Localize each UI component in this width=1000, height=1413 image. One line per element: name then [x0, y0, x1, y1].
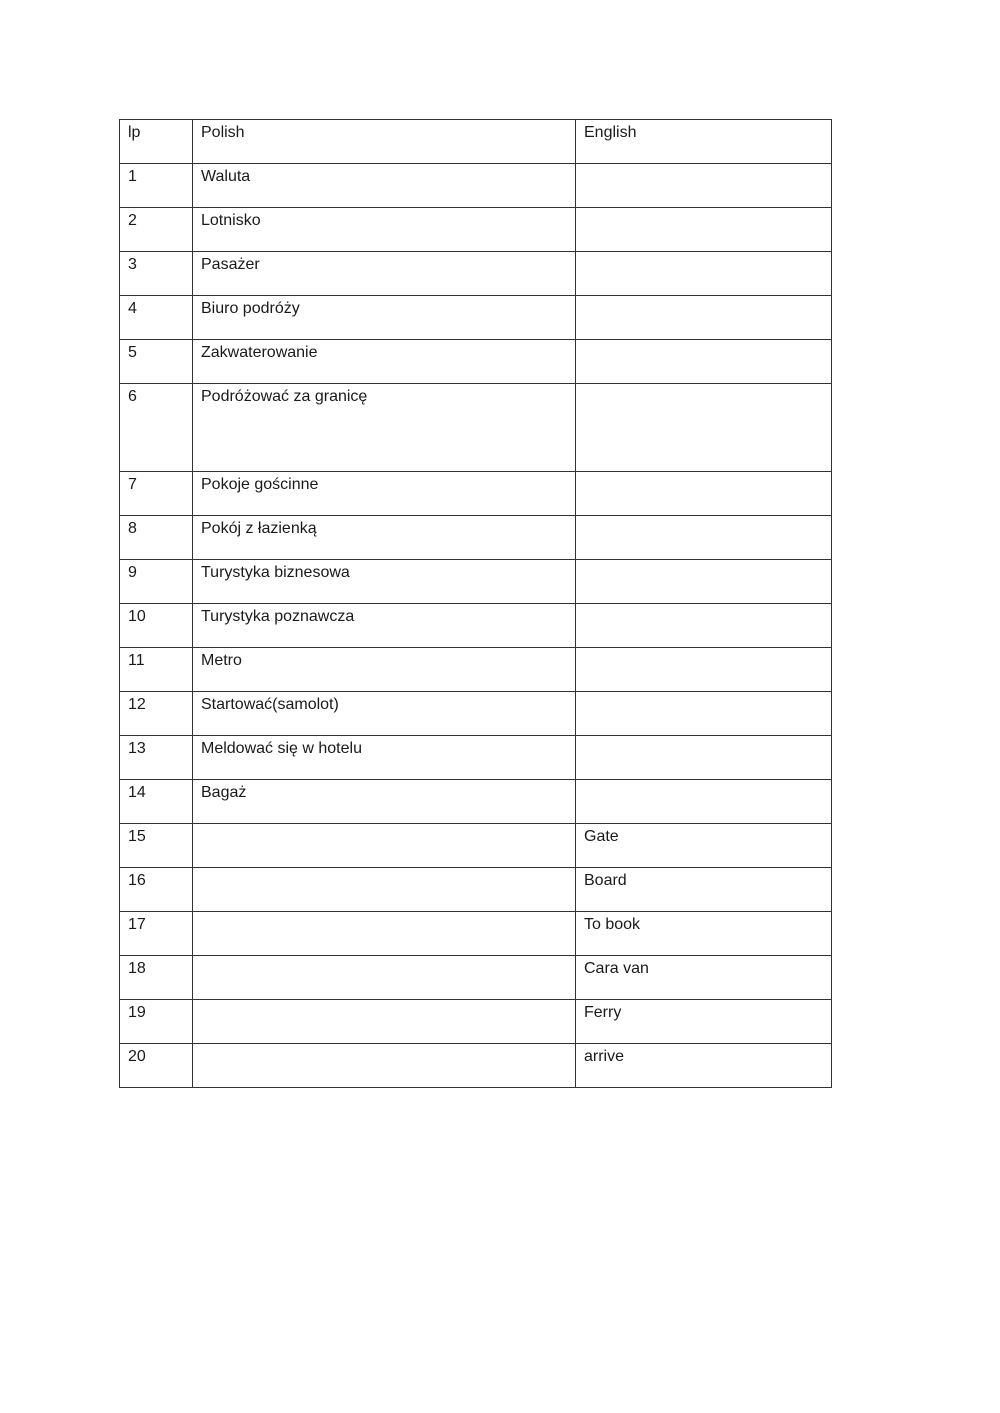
- table-row: [120, 1044, 832, 1088]
- header-polish: Polish: [193, 120, 576, 164]
- polish-cell: Startować(samolot): [193, 692, 576, 736]
- polish-cell[interactable]: [193, 1000, 576, 1044]
- row-number: 17: [120, 912, 193, 956]
- polish-cell: Pokoje gościnne: [193, 472, 576, 516]
- english-cell[interactable]: [576, 208, 832, 252]
- polish-cell[interactable]: [193, 1044, 576, 1088]
- table-row: [120, 648, 832, 692]
- row-number: 12: [120, 692, 193, 736]
- table-row: [120, 692, 832, 736]
- polish-cell: Meldować się w hotelu: [193, 736, 576, 780]
- header-lp: lp: [120, 120, 193, 164]
- english-cell: To book: [576, 912, 832, 956]
- row-number: 7: [120, 472, 193, 516]
- table-row: [120, 208, 832, 252]
- polish-cell[interactable]: [193, 956, 576, 1000]
- row-number: 16: [120, 868, 193, 912]
- table-row: [120, 780, 832, 824]
- english-cell[interactable]: [576, 736, 832, 780]
- english-cell[interactable]: [576, 252, 832, 296]
- header-row: [120, 120, 832, 164]
- polish-cell[interactable]: [193, 824, 576, 868]
- english-cell[interactable]: [576, 516, 832, 560]
- row-number: 15: [120, 824, 193, 868]
- table-row: [120, 164, 832, 208]
- row-number: 5: [120, 340, 193, 384]
- table-row: [120, 472, 832, 516]
- row-number: 3: [120, 252, 193, 296]
- polish-cell: Turystyka poznawcza: [193, 604, 576, 648]
- english-cell[interactable]: [576, 164, 832, 208]
- table-row: [120, 824, 832, 868]
- english-cell[interactable]: [576, 692, 832, 736]
- polish-cell: Zakwaterowanie: [193, 340, 576, 384]
- row-number: 14: [120, 780, 193, 824]
- table-row: [120, 604, 832, 648]
- polish-cell[interactable]: [193, 868, 576, 912]
- table-row: [120, 340, 832, 384]
- polish-cell: Waluta: [193, 164, 576, 208]
- polish-cell: Biuro podróży: [193, 296, 576, 340]
- english-cell[interactable]: [576, 780, 832, 824]
- polish-cell: Pokój z łazienką: [193, 516, 576, 560]
- english-cell[interactable]: [576, 604, 832, 648]
- table-row: [120, 560, 832, 604]
- row-number: 11: [120, 648, 193, 692]
- table-row: [120, 736, 832, 780]
- english-cell: Cara van: [576, 956, 832, 1000]
- english-cell: arrive: [576, 1044, 832, 1088]
- table-row: [120, 868, 832, 912]
- polish-cell[interactable]: [193, 912, 576, 956]
- row-number: 19: [120, 1000, 193, 1044]
- english-cell: Gate: [576, 824, 832, 868]
- table-row: [120, 912, 832, 956]
- row-number: 20: [120, 1044, 193, 1088]
- row-number: 9: [120, 560, 193, 604]
- row-number: 13: [120, 736, 193, 780]
- english-cell: Ferry: [576, 1000, 832, 1044]
- table-row: [120, 1000, 832, 1044]
- table-row: [120, 296, 832, 340]
- table-row: [120, 956, 832, 1000]
- vocabulary-table: [119, 119, 832, 1088]
- table-row: [120, 384, 832, 472]
- row-number: 8: [120, 516, 193, 560]
- english-cell[interactable]: [576, 340, 832, 384]
- row-number: 1: [120, 164, 193, 208]
- english-cell[interactable]: [576, 472, 832, 516]
- english-cell[interactable]: [576, 648, 832, 692]
- row-number: 10: [120, 604, 193, 648]
- table-row: [120, 252, 832, 296]
- english-cell[interactable]: [576, 560, 832, 604]
- polish-cell: Lotnisko: [193, 208, 576, 252]
- english-cell[interactable]: [576, 384, 832, 472]
- row-number: 18: [120, 956, 193, 1000]
- header-english: English: [576, 120, 832, 164]
- row-number: 4: [120, 296, 193, 340]
- polish-cell: Turystyka biznesowa: [193, 560, 576, 604]
- row-number: 2: [120, 208, 193, 252]
- polish-cell: Bagaż: [193, 780, 576, 824]
- table-row: [120, 516, 832, 560]
- polish-cell: Metro: [193, 648, 576, 692]
- row-number: 6: [120, 384, 193, 472]
- english-cell: Board: [576, 868, 832, 912]
- polish-cell: Pasażer: [193, 252, 576, 296]
- polish-cell: Podróżować za granicę: [193, 384, 576, 472]
- english-cell[interactable]: [576, 296, 832, 340]
